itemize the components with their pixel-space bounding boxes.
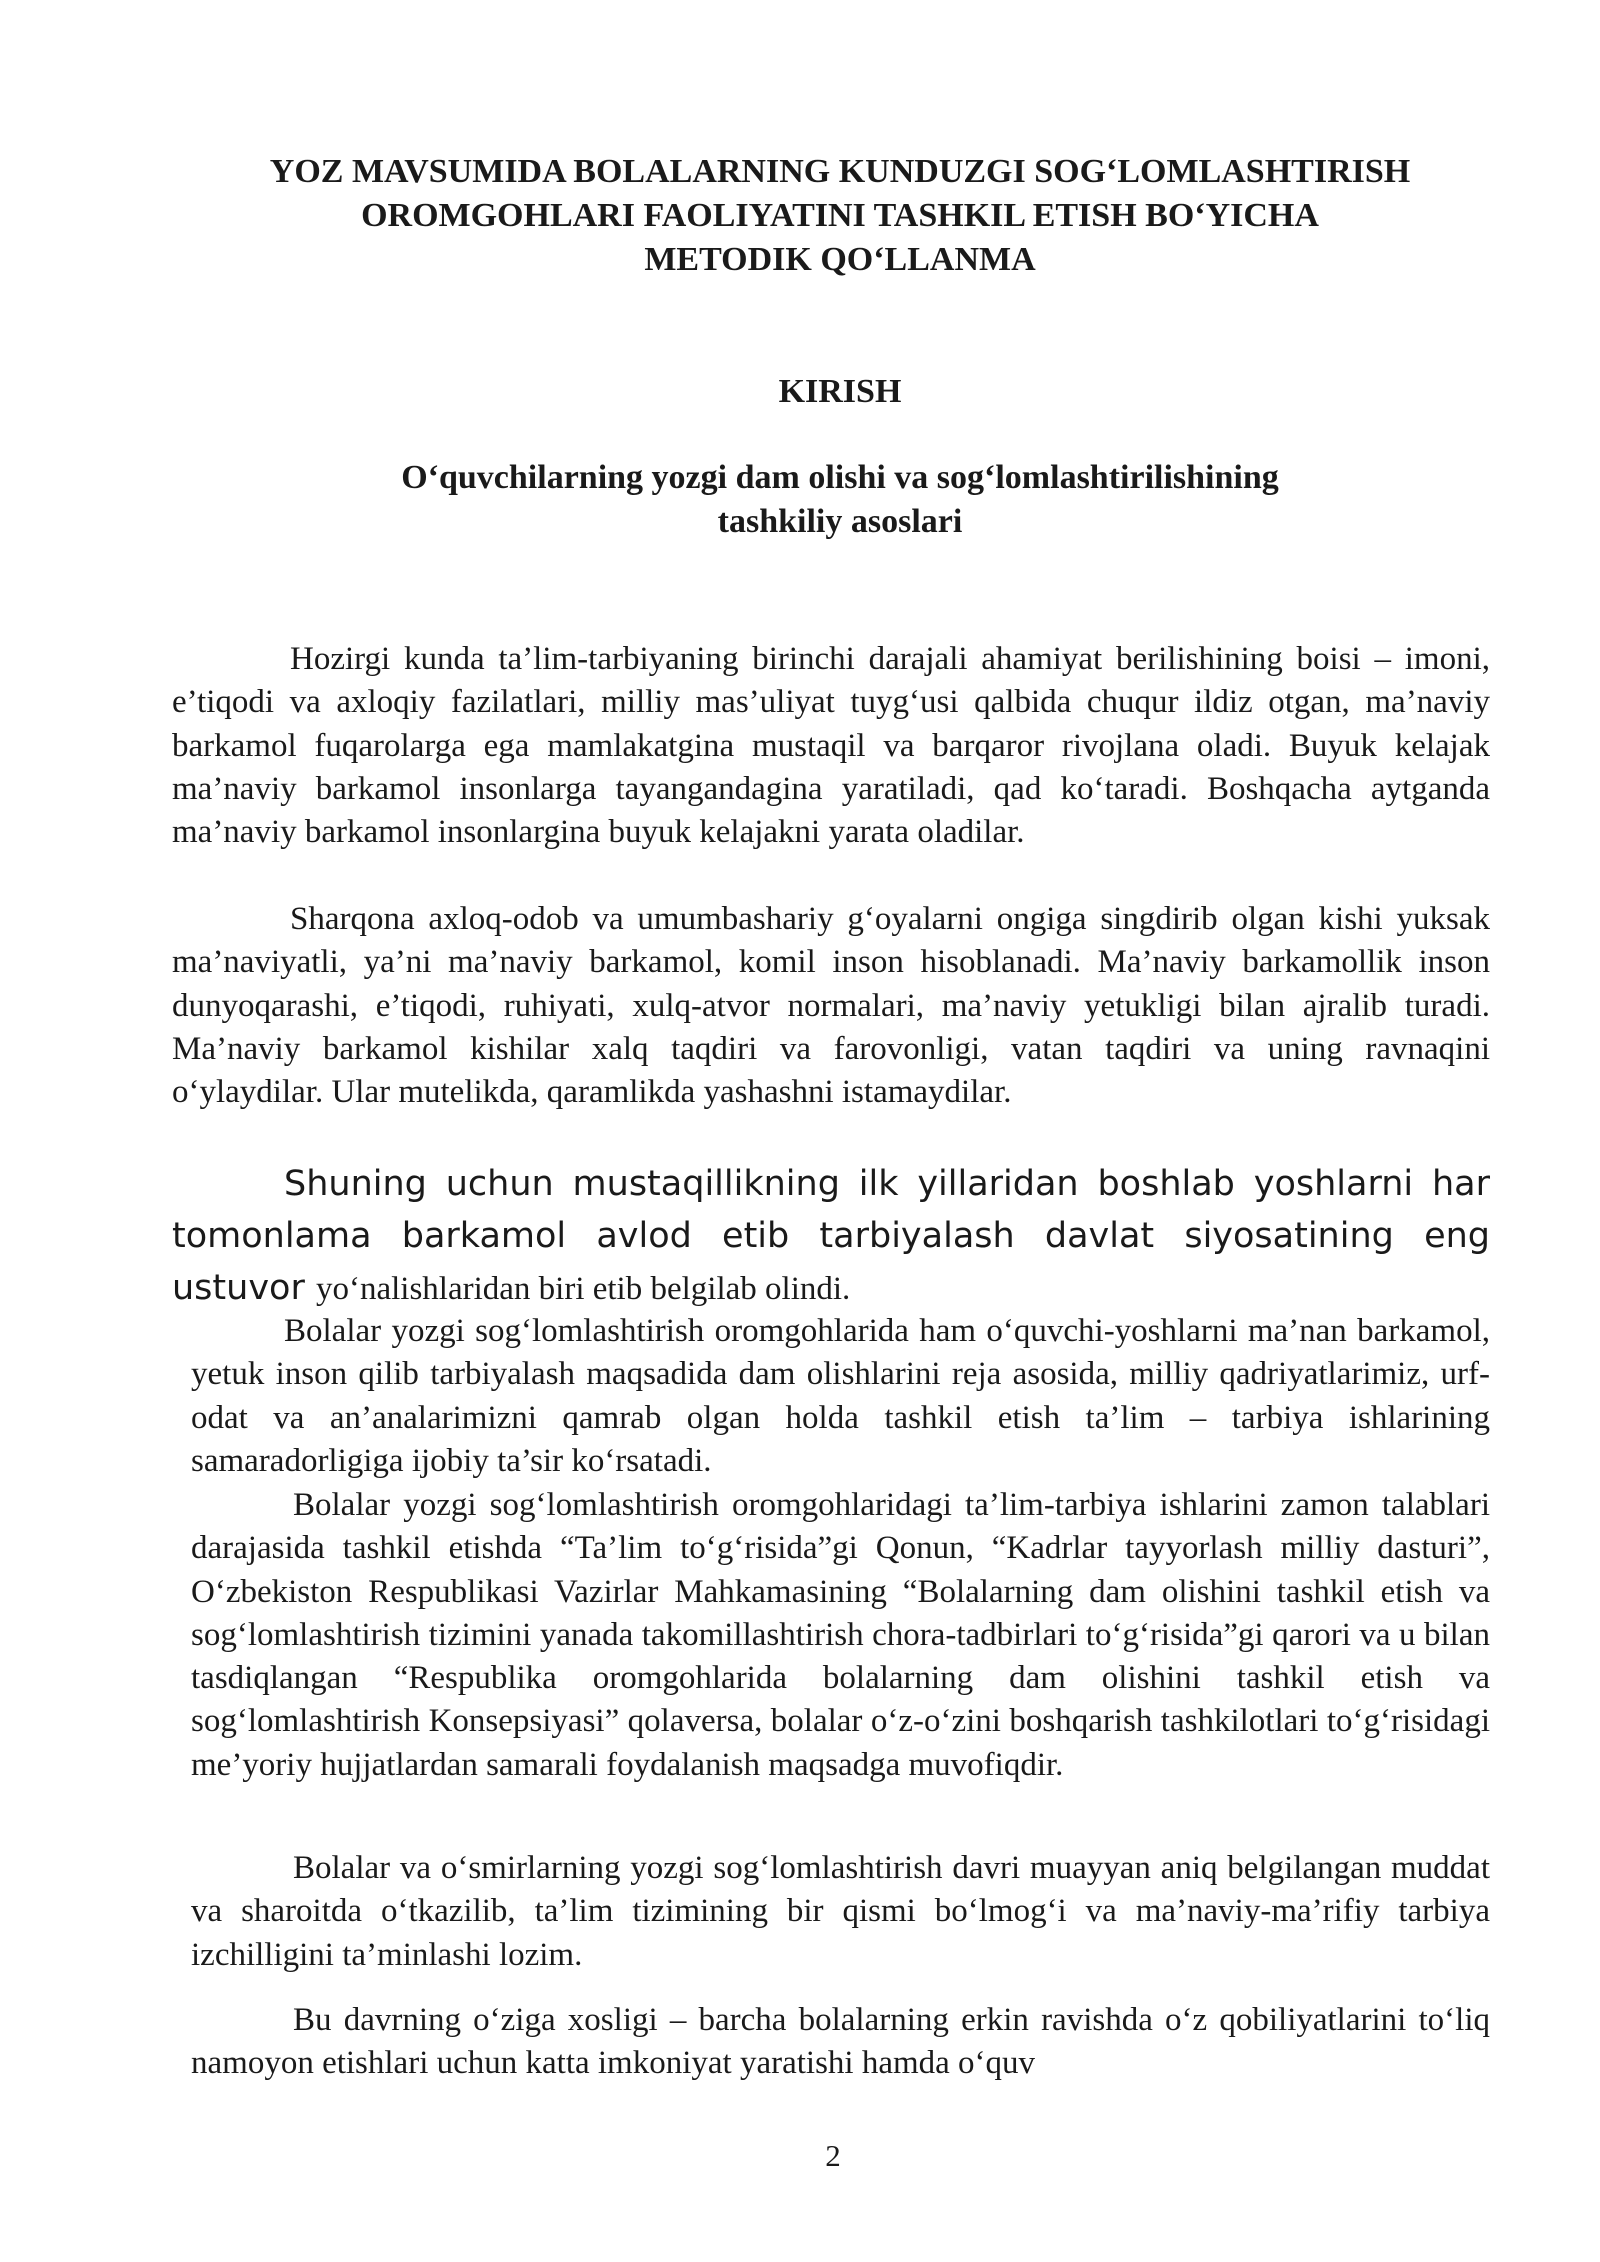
section-heading: KIRISH: [778, 373, 902, 410]
paragraph-serif-part: yo‘nalishlaridan biri etib belgilab olindi.: [315, 1271, 851, 1307]
document-title: [180, 150, 1500, 282]
subtitle-line: O‘quvchilarning yozgi dam olishi va sog‘lomlashtirilishining: [401, 459, 1279, 496]
paragraph: Bolalar va o‘smirlarning yozgi sog‘lomlashtirish davri muayyan aniq belgilangan muddat va sharoitda o‘tkazilib, ta’lim tizimining bir qismi bo‘lmog‘i va ma’naviy-ma’rifiy tarbiya izchilligini ta’minlashi lozim.: [191, 1850, 1490, 1973]
title-line: YOZ MAVSUMIDA BOLALARNING KUNDUZGI SOG‘LOMLASHTIRISH: [269, 153, 1411, 190]
section-subtitle: [180, 456, 1500, 544]
page-number: 2: [825, 2138, 841, 2173]
paragraph: Sharqona axloq-odob va umumbashariy g‘oyalarni ongiga singdirib olgan kishi yuksak ma’naviyatli, ya’ni ma’naviy barkamol, komil inson hisoblanadi. Ma’naviy barkamollik inson dunyoqarashi, e’tiqodi, ruhiyati, xulq-atvor normalari, ma’naviy yetukligi bilan ajralib turadi. Ma’naviy barkamol kishilar xalq taqdiri va farovonligi, vatan taqdiri va uning ravnaqini o‘ylaydilar. Ular mutelikda, qaramlikda yashashni istamaydilar.: [172, 901, 1490, 1111]
paragraph: Bu davrning o‘ziga xosligi – barcha bolalarning erkin ravishda o‘z qobiliyatlarini to‘liq namoyon etishlari uchun katta imkoniyat yaratishi hamda o‘quv: [191, 2002, 1490, 2082]
title-line: OROMGOHLARI FAOLIYATINI TASHKIL ETISH BO‘YICHA: [361, 197, 1319, 234]
title-line: METODIK QO‘LLANMA: [644, 241, 1036, 278]
subtitle-line: tashkiliy asoslari: [717, 503, 963, 540]
paragraph: Hozirgi kunda ta’lim-tarbiyaning birinchi darajali ahamiyat berilishining boisi – imoni, e’tiqodi va axloqiy fazilatlari, milliy mas’uliyat tuyg‘usi qalbida chuqur ildiz otgan, ma’naviy barkamol fuqarolarga ega mamlakatgina mustaqil va barqaror rivojlana oladi. Buyuk kelajak ma’naviy barkamol insonlarga tayangandagina yaratiladi, qad ko‘taradi. Boshqacha aytganda ma’naviy barkamol insonlargina buyuk kelajakni yarata oladilar.: [172, 641, 1490, 851]
paragraph: [172, 1158, 1490, 1315]
paragraph-sans-part: Shuning uchun mustaqillikning ilk yillaridan boshlab yoshlarni har tomonlama barkamol avlod etib tarbiyalash davlat siyosatining eng ustuvor: [172, 1164, 1490, 1308]
paragraph: Bolalar yozgi sog‘lomlashtirish oromgohlaridagi ta’lim-tarbiya ishlarini zamon talablari darajasida tashkil etishda “Ta’lim to‘g‘risida”gi Qonun, “Kadrlar tayyorlash milliy dasturi”, O‘zbekiston Respublikasi Vazirlar Mahkamasining “Bolalarning dam olishini tashkil etish va sog‘lomlashtirish tizimini yanada takomillashtirish chora-tadbirlari to‘g‘risida”gi qarori va u bilan tasdiqlangan “Respublika oromgohlarida bolalarning dam olishini tashkil etish va sog‘lomlashtirish Konsepsiyasi” qolaversa, bolalar o‘z-o‘zini boshqarish tashkilotlari to‘g‘risidagi me’yoriy hujjatlardan samarali foydalanish maqsadga muvofiqdir.: [191, 1487, 1490, 1783]
paragraph: Bolalar yozgi sog‘lomlashtirish oromgohlarida ham o‘quvchi-yoshlarni ma’nan barkamol, yetuk inson qilib tarbiyalash maqsadida dam olishlarini reja asosida, milliy qadriyatlarimiz, urf-odat va an’analarimizni qamrab olgan holda tashkil etish ta’lim – tarbiya ishlarining samaradorligiga ijobiy ta’sir ko‘rsatadi.: [191, 1313, 1490, 1479]
